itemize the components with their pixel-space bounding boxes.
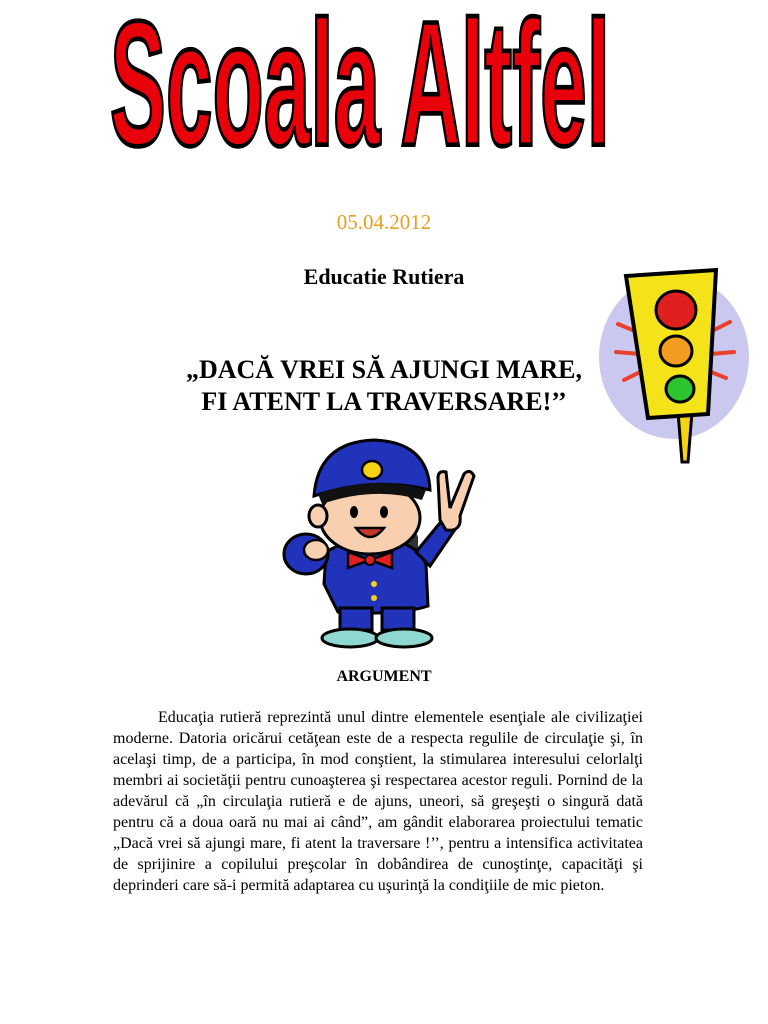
argument-paragraph: Educaţia rutieră reprezintă unul dintre elementele esenţiale ale civilizaţiei moderne. Datoria oricărui cetăţean este de a respecta regulile de circulaţie şi, în acelaşi timp, de a participa, în mod conştient, la stimularea interesului celorlalţi membri ai societăţii pentru cunoaşterea şi respectarea acestor reguli. Pornind de la adevărul că „în circulaţia rutieră e de ajuns, uneori, să greşeşti o singură dată pentru că a doua oară nu mai ai când”, am gândit elaborarea proiectului tematic „Dacă vrei să ajungi mare, fi atent la traversare !’’, pentru a intensifica activitatea de sprijinire a copilului preşcolar în dobândirea de cunoştinţe, capacităţi şi deprinderi care să-i permită adaptarea cu uşurinţă la condiţiile de mic pieton. [113,709,643,894]
date: 05.04.2012 [336,210,432,234]
subject-heading: Educatie Rutiera [303,264,465,289]
traffic-light-icon [596,262,752,466]
argument-heading: ARGUMENT [336,668,432,685]
police-kid-icon [278,434,490,650]
slogan-line-2: FI ATENT LA TRAVERSARE!’’ [201,387,567,416]
slogan-line-1: „DACĂ VREI SĂ AJUNGI MARE, [185,355,583,384]
page-title [100,0,620,190]
page-title-text: Scoala Altfel [110,0,611,184]
